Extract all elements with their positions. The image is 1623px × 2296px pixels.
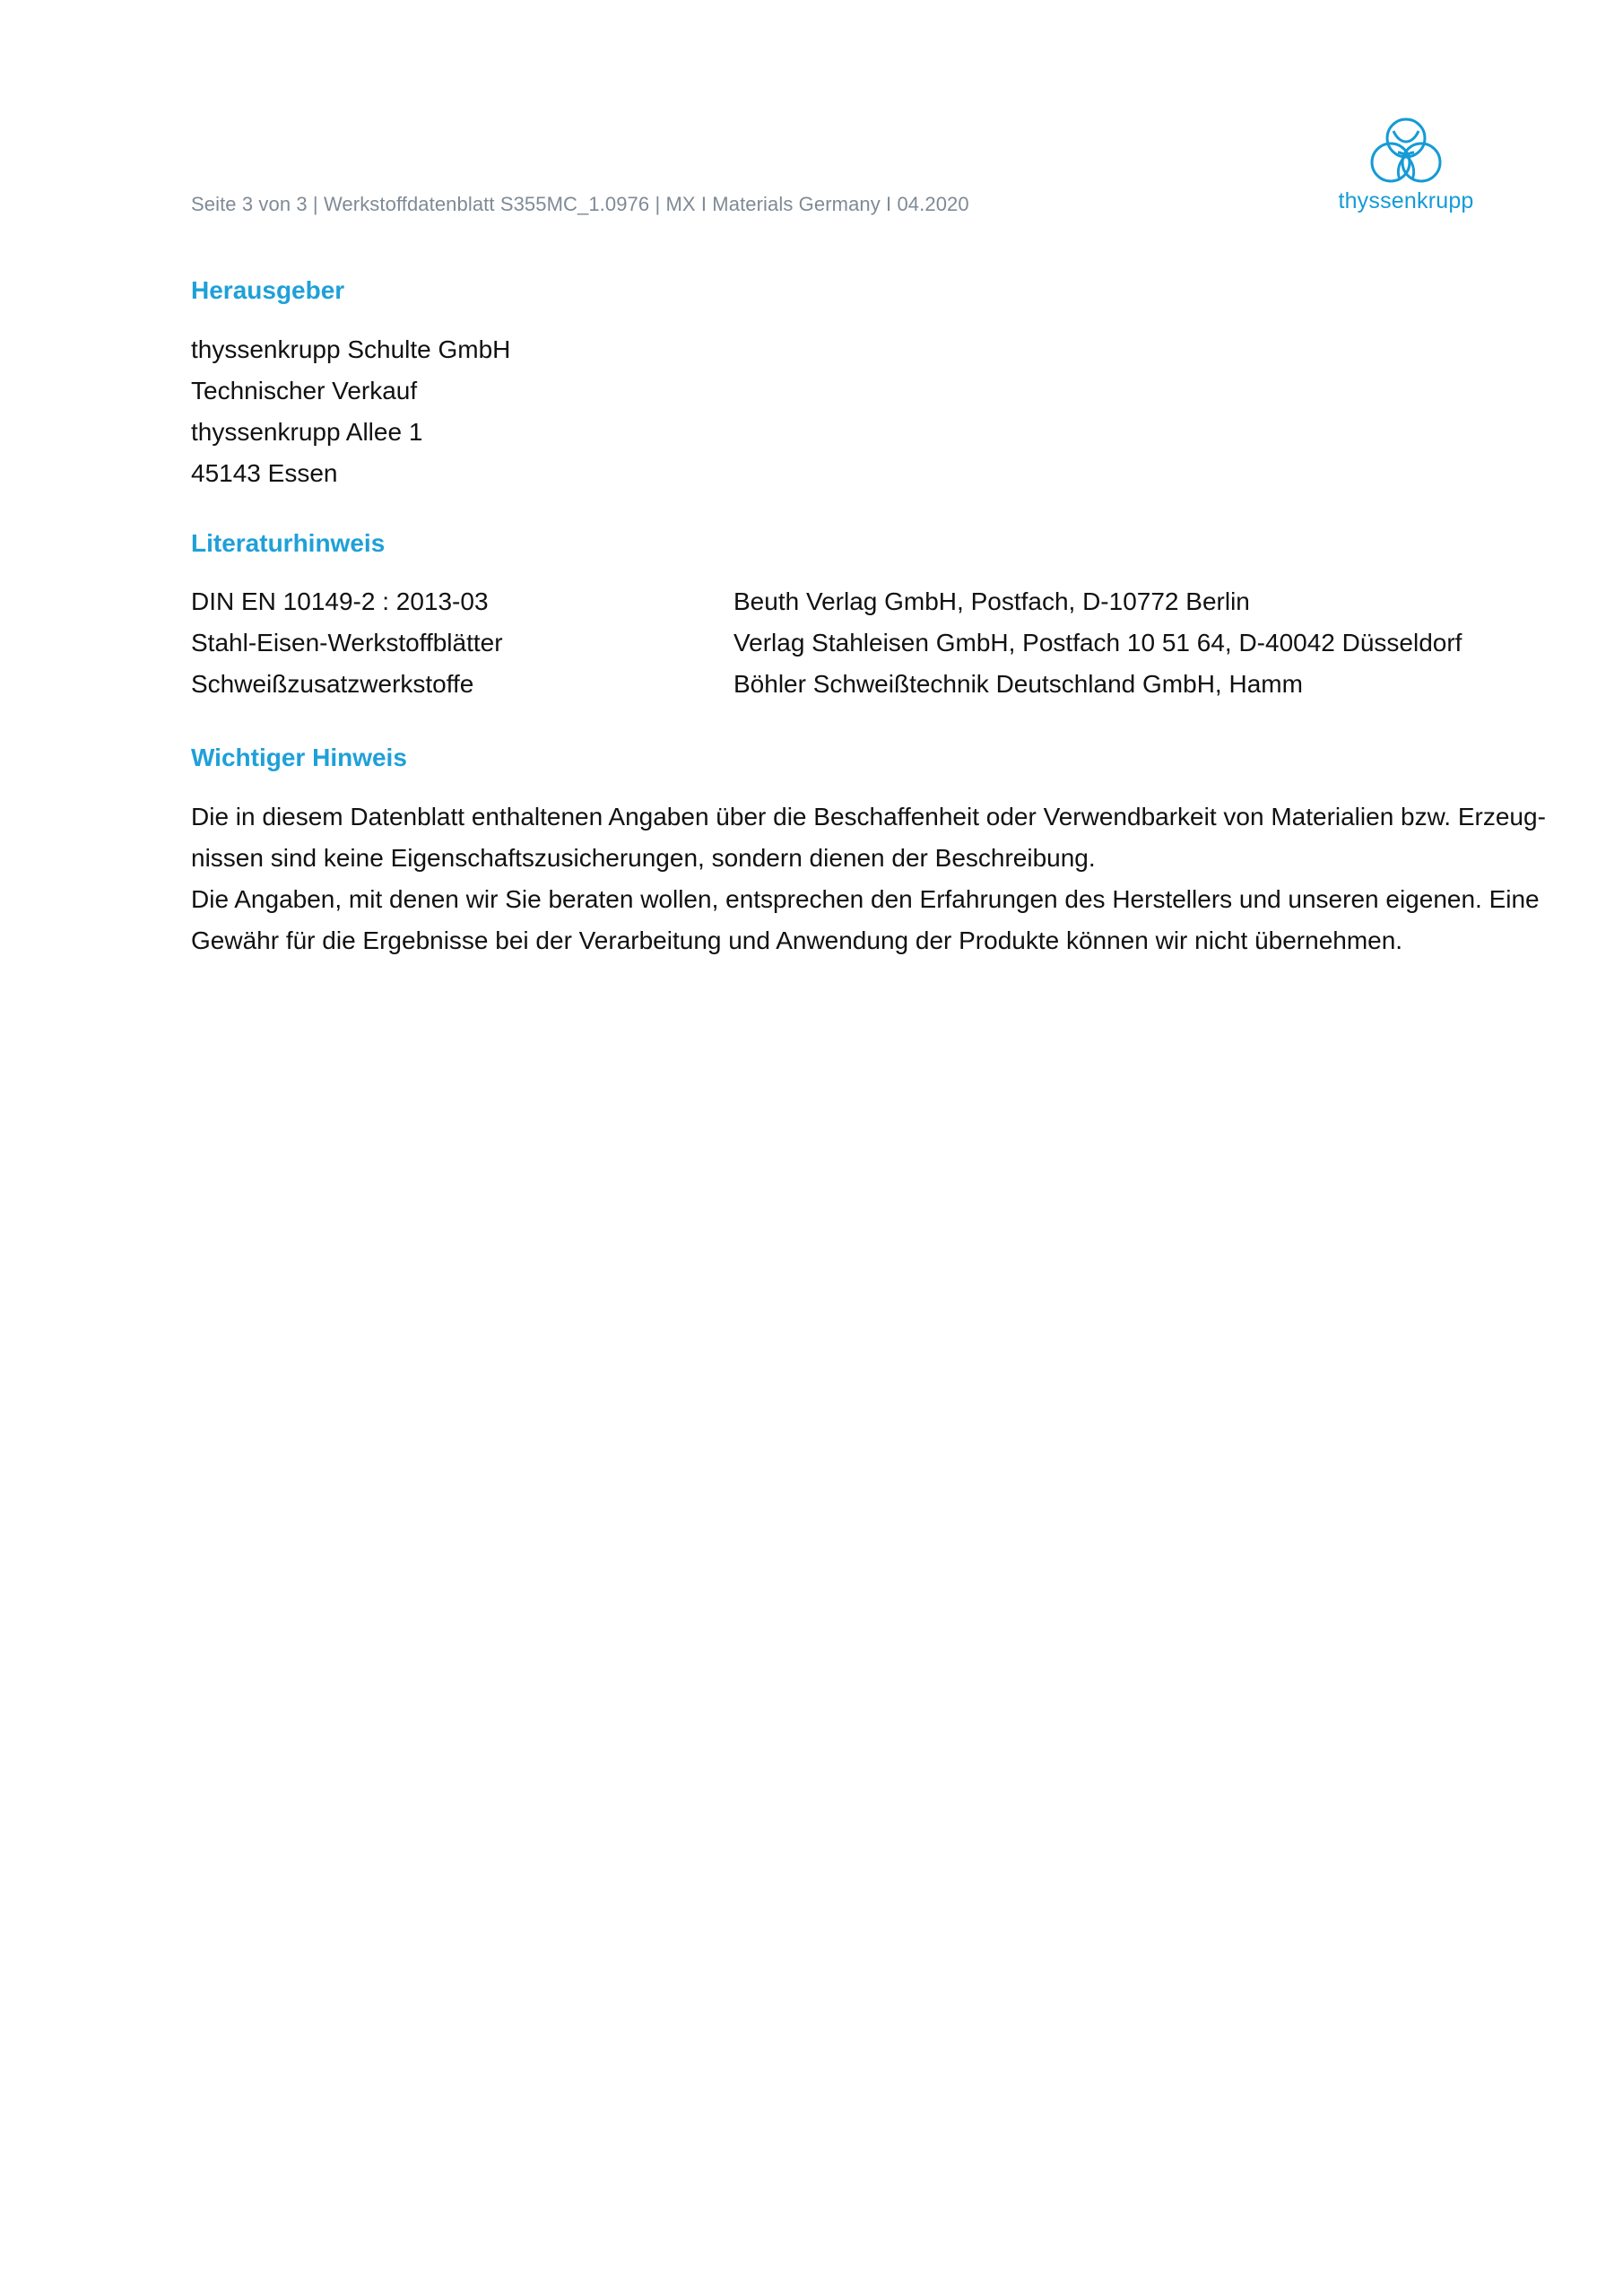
reference-row	[191, 664, 1518, 705]
publisher-line: thyssenkrupp Schulte GmbH	[191, 335, 511, 363]
reference-row	[191, 581, 1518, 622]
page-header-meta: Seite 3 von 3 | Werkstoffdatenblatt S355MC_1.0976 | MX I Materials Germany I 04.2020	[191, 193, 969, 215]
reference-source: Böhler Schweißtechnik Deutschland GmbH, Hamm	[733, 670, 1303, 698]
notice-line: nissen sind keine Eigenschaftszusicherungen, sondern dienen der Beschreibung.	[191, 844, 1096, 872]
notice-line: Die in diesem Datenblatt enthaltenen Angaben über die Beschaffenheit oder Verwendbarkeit von Materialien bzw. Erzeug-	[191, 803, 1546, 831]
section-heading-herausgeber: Herausgeber	[191, 276, 345, 304]
section-heading-literatur: Literaturhinweis	[191, 529, 386, 557]
reference-source: Beuth Verlag GmbH, Postfach, D-10772 Berlin	[733, 587, 1250, 615]
publisher-line: thyssenkrupp Allee 1	[191, 418, 423, 446]
reference-row	[191, 622, 1518, 664]
reference-title: Schweißzusatzwerkstoffe	[191, 670, 474, 698]
reference-source: Verlag Stahleisen GmbH, Postfach 10 51 64, D-40042 Düsseldorf	[733, 629, 1462, 657]
notice-line: Die Angaben, mit denen wir Sie beraten wollen, entsprechen den Erfahrungen des Herstellers und unseren eigenen. Eine	[191, 885, 1540, 913]
reference-title: DIN EN 10149-2 : 2013-03	[191, 587, 489, 615]
thyssenkrupp-logo-icon	[1367, 117, 1445, 185]
notice-paragraph	[191, 796, 1546, 961]
publisher-line: 45143 Essen	[191, 459, 338, 487]
reference-title: Stahl-Eisen-Werkstoffblätter	[191, 629, 503, 657]
notice-line: Gewähr für die Ergebnisse bei der Verarbeitung und Anwendung der Produkte können wir nicht übernehmen.	[191, 926, 1403, 954]
section-heading-hinweis: Wichtiger Hinweis	[191, 744, 407, 771]
logo-wordmark: thyssenkrupp	[1338, 188, 1474, 213]
company-logo	[1334, 117, 1478, 220]
publisher-line: Technischer Verkauf	[191, 377, 418, 404]
